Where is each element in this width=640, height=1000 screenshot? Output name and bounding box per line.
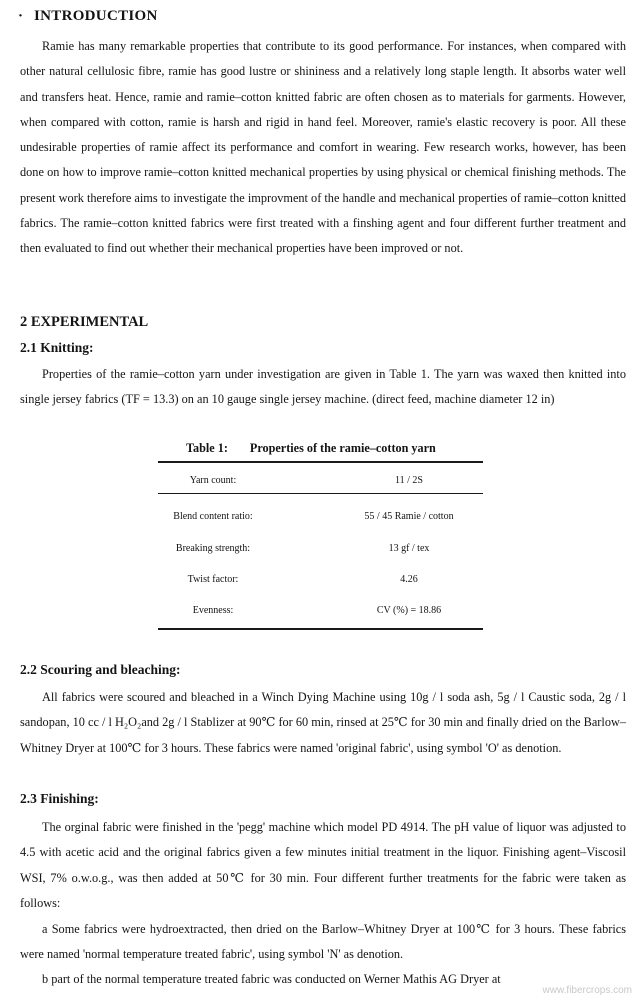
introduction-heading [18, 8, 158, 25]
experimental-heading: 2 EXPERIMENTAL [20, 314, 149, 330]
table-header-rule [158, 493, 483, 494]
row-value: 55 / 45 Ramie / cotton [364, 511, 454, 522]
finishing-item-a [20, 917, 626, 968]
finishing-heading: 2.3 Finishing: [20, 791, 99, 806]
knitting-body: Properties of the ramie–cotton yarn under investigation are given in Table 1. The yarn was waxed then knitted into single jersey fabrics (TF = 13.3) on an 10 gauge single jersey machine. (direct feed, machine diameter 12 in) [20, 367, 626, 407]
scouring-body: All fabrics were scoured and bleached in a Winch Dying Machine using 10g / l soda ash, 5g / l Caustic soda, 2g / l sandopan, 10 cc / l H₂O₂and 2g / l Stablizer at 90℃ for 60 min, rinsed at 25℃ for 30 min and finally dried on the Barlow–Whitney Dryer at 100℃ for 3 hours. These fabrics were named 'original fabric', using symbol 'O' as denotion. [20, 690, 626, 755]
row-value: 11 / 2S [395, 475, 423, 486]
knitting-heading: 2.1 Knitting: [20, 340, 94, 355]
row-value: CV (%) = 18.86 [376, 605, 442, 616]
finishing-item-b [20, 967, 626, 992]
finishing-item-a-text: a Some fabrics were hydroextracted, then dried on the Barlow–Whitney Dryer at 100℃ for 3 hours. These fabrics were named 'normal temperature treated fabric', using symbol 'N' as denotion. [20, 922, 626, 962]
finishing-paragraph [20, 815, 626, 916]
introduction-heading-text: INTRODUCTION [34, 8, 158, 24]
scouring-heading: 2.2 Scouring and bleaching: [20, 662, 181, 677]
table-caption-label: Table 1: [186, 441, 228, 455]
bullet-mark: · [18, 8, 24, 24]
knitting-paragraph [20, 362, 626, 413]
row-label: Blend content ratio: [173, 511, 253, 522]
site-watermark: www.fibercrops.com [542, 985, 632, 996]
row-label: Twist factor: [187, 574, 239, 585]
introduction-paragraph [20, 34, 626, 262]
scouring-paragraph [20, 685, 626, 761]
table-caption-title: Properties of the ramie–cotton yarn [249, 441, 436, 455]
row-label: Yarn count: [189, 475, 237, 486]
row-label: Evenness: [192, 605, 234, 616]
finishing-body: The orginal fabric were finished in the 'pegg' machine which model PD 4914. The pH value of liquor was adjusted to 4.5 with acetic acid and the original fabrics given a few minutes initial treatment in the liquor. Finishing agent–Viscosil WSI, 7% o.w.o.g., was then added at 50℃ for 30 min. Four different further treatments for the fabric were taken as follows: [20, 820, 626, 910]
row-value: 13 gf / tex [388, 543, 430, 554]
row-label: Breaking strength: [175, 543, 251, 554]
row-value: 4.26 [400, 574, 418, 585]
introduction-body: Ramie has many remarkable properties that contribute to its good performance. For instances, when compared with other natural cellulosic fibre, ramie has good lustre or shininess and a relatively long staple length. It absorbs water well and transfers heat. Hence, ramie and ramie–cotton knitted fabric are often chosen as to materials for garments. However, when compared with cotton, ramie is harsh and rigid in hand feel. Moreover, ramie's elastic recovery is poor. All these undesirable properties of ramie affect its performance and comfort in wearing. Few research works, however, has been done on how to improve ramie–cotton knitted mechanical properties by using physical or chemical finishing methods. The present work therefore aims to investigate the improvment of the handle and mechanical properties of ramie–cotton knitted fabrics. The ramie–cotton knitted fabrics were first treated with a finshing agent and four different further treatment and then evaluated to find out whether their mechanical properties have been improved or not. [20, 39, 626, 256]
table-top-rule [158, 461, 483, 463]
finishing-item-b-text: b part of the normal temperature treated fabric was conducted on Werner Mathis AG Dryer at [42, 972, 501, 986]
table-bottom-rule [158, 628, 483, 630]
table-caption [186, 441, 436, 456]
